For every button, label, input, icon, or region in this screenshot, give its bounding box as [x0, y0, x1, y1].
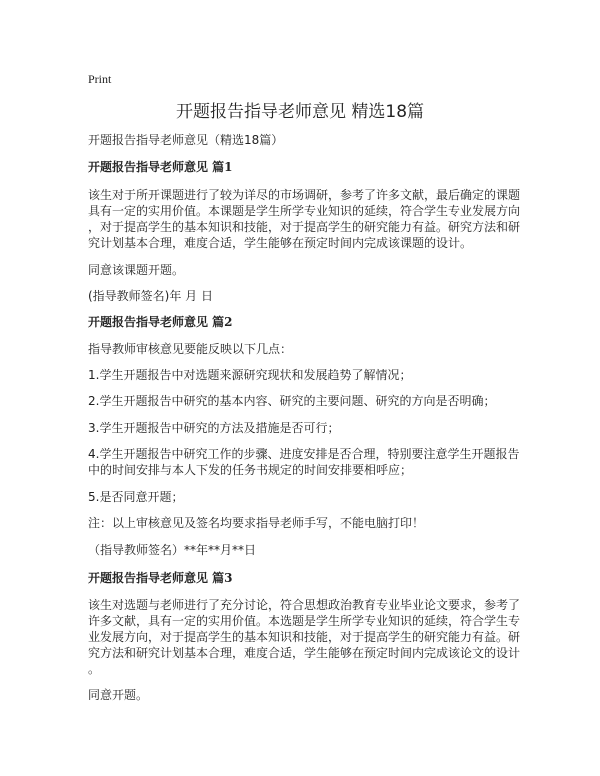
paragraph: 指导教师审核意见要能反映以下几点： — [88, 342, 293, 356]
section-heading: 开题报告指导老师意见 篇3 — [88, 571, 233, 585]
paragraph: 2.学生开题报告中研究的基本内容、研究的主要问题、研究的方向是否明确； — [88, 394, 496, 408]
paragraph: 1.学生开题报告中对选题来源研究现状和发展趋势了解情况； — [88, 368, 412, 382]
text-line: 许多文献，具有一定的实用价值。本选题是学生所学专业知识的延续，符合学生专 — [88, 614, 521, 628]
text-line: ，对于提高学生的基本知识和技能，对于提高学生的研究能力有益。研究方法和研 — [88, 220, 521, 234]
paragraph: 5.是否同意开题； — [88, 490, 184, 504]
text-line: 该生对选题与老师进行了充分讨论，符合思想政治教育专业毕业论文要求，参考了 — [88, 598, 521, 612]
paragraph — [88, 446, 528, 478]
print-link[interactable]: Print — [88, 72, 112, 86]
subtitle: 开题报告指导老师意见（精选18篇） — [88, 133, 284, 147]
text-line: 中的时间安排与本人下发的任务书规定的时间安排要相呼应； — [88, 463, 413, 477]
paragraph: (指导教师签名)年 月 日 — [88, 289, 213, 303]
page-title: 开题报告指导老师意见 精选18篇 — [175, 102, 425, 122]
text-line: 具有一定的实用价值。本课题是学生所学专业知识的延续，符合学生专业发展方向 — [88, 204, 521, 218]
paragraph: 同意开题。 — [88, 688, 149, 702]
paragraph — [88, 597, 528, 677]
text-line: 究方法和研究计划基本合理，难度合适，学生能够在预定时间内完成该论文的设计 — [88, 646, 521, 660]
paragraph: 注：以上审核意见及签名均要求指导老师手写，不能电脑打印！ — [88, 516, 425, 530]
paragraph: 同意该课题开题。 — [88, 263, 185, 277]
text-line: 。 — [88, 662, 101, 676]
section-heading: 开题报告指导老师意见 篇1 — [88, 160, 233, 174]
text-line: 4.学生开题报告中研究工作的步骤、进度安排是否合理，特别要注意学生开题报告 — [88, 447, 520, 461]
text-line: 业发展方向，对于提高学生的基本知识和技能，对于提高学生的研究能力有益。研 — [88, 630, 521, 644]
paragraph — [88, 187, 528, 251]
paragraph: 3.学生开题报告中研究的方法及措施是否可行； — [88, 421, 340, 435]
text-line: 究计划基本合理，难度合适，学生能够在预定时间内完成该课题的设计。 — [88, 236, 473, 250]
paragraph: （指导教师签名）**年**月**日 — [88, 543, 257, 557]
section-heading: 开题报告指导老师意见 篇2 — [88, 315, 233, 329]
text-line: 该生对于所开课题进行了较为详尽的市场调研，参考了许多文献，最后确定的课题 — [88, 188, 521, 202]
